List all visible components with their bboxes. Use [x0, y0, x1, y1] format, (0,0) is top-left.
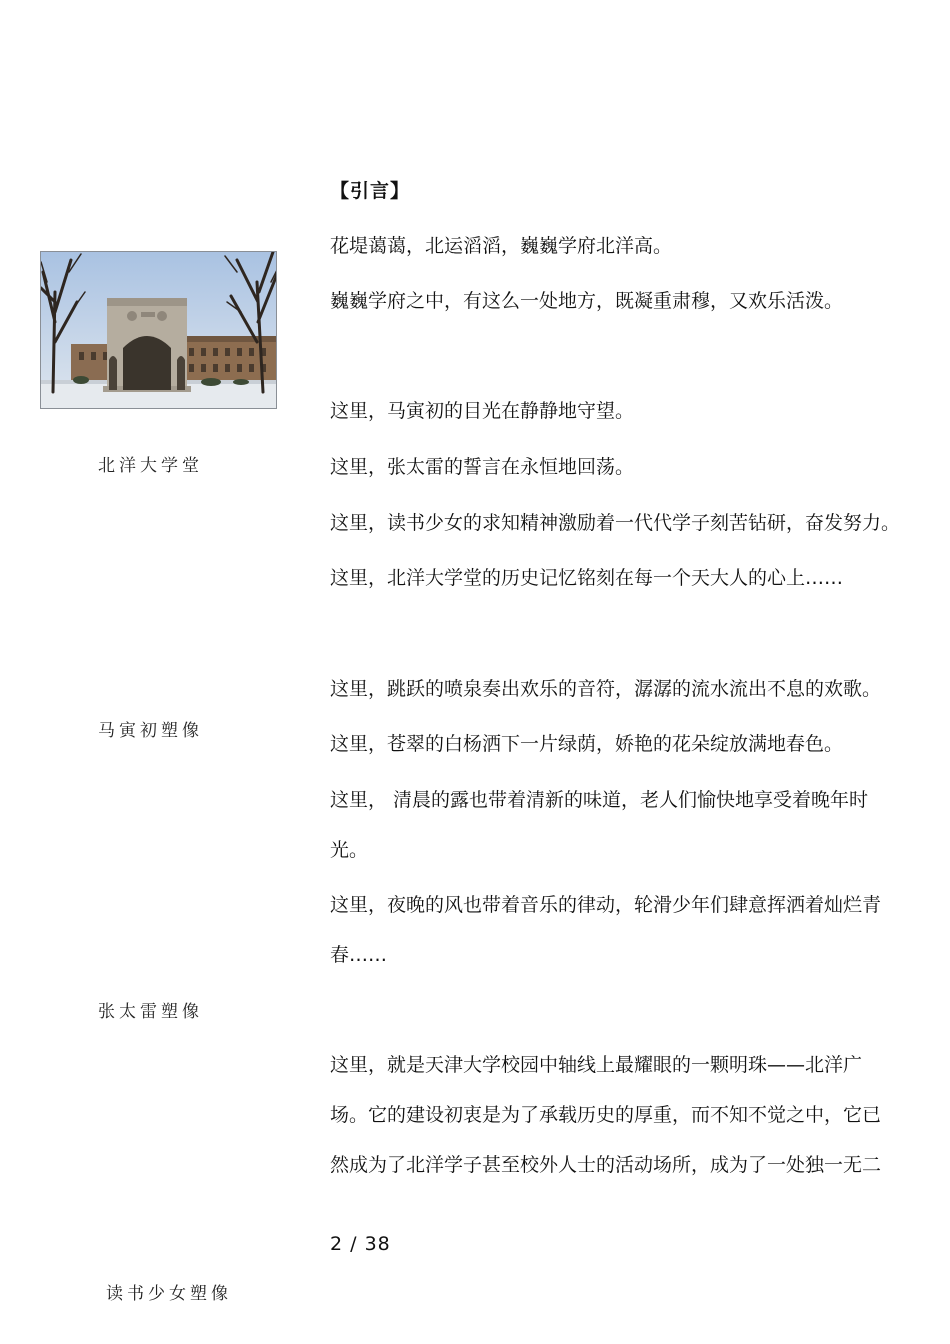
- intro-line: 花堤蔼蔼，北运滔滔，巍巍学府北洋高。: [330, 235, 673, 257]
- paragraph-continuation: 光。: [330, 839, 369, 861]
- paragraph: 这里，马寅初的目光在静静地守望。: [330, 400, 635, 422]
- beiyang-archway-photo: [40, 251, 277, 409]
- paragraph: 这里，张太雷的誓言在永恒地回荡。: [330, 456, 635, 478]
- caption-mayinchu: 马寅初塑像: [98, 721, 203, 741]
- paragraph: 这里，北洋大学堂的历史记忆铭刻在每一个天大人的心上……: [330, 567, 844, 589]
- caption-beiyang: 北洋大学堂: [98, 456, 203, 476]
- intro-line: 巍巍学府之中，有这么一处地方，既凝重肃穆，又欢乐活泼。: [330, 290, 844, 312]
- caption-zhangtailei: 张太雷塑像: [98, 1002, 203, 1022]
- paragraph: 这里，夜晚的风也带着音乐的律动，轮滑少年们肆意挥洒着灿烂青: [330, 894, 882, 916]
- caption-dushu: 读书少女塑像: [106, 1284, 232, 1304]
- paragraph: 这里，跳跃的喷泉奏出欢乐的音符，潺潺的流水流出不息的欢歌。: [330, 678, 882, 700]
- page-number: 2 / 38: [330, 1233, 391, 1255]
- paragraph: 这里，就是天津大学校园中轴线上最耀眼的一颗明珠——北洋广: [330, 1054, 863, 1076]
- paragraph: 这里，读书少女的求知精神激励着一代代学子刻苦钻研，奋发努力。: [330, 512, 901, 534]
- paragraph-continuation: 春……: [330, 944, 388, 966]
- paragraph-continuation: 场。它的建设初衷是为了承载历史的厚重，而不知不觉之中，它已: [330, 1104, 882, 1126]
- paragraph: 这里， 清晨的露也带着清新的味道，老人们愉快地享受着晚年时: [330, 789, 869, 811]
- paragraph-continuation: 然成为了北洋学子甚至校外人士的活动场所，成为了一处独一无二: [330, 1154, 882, 1176]
- section-heading: 【引言】: [330, 180, 411, 202]
- paragraph: 这里，苍翠的白杨洒下一片绿荫，娇艳的花朵绽放满地春色。: [330, 733, 844, 755]
